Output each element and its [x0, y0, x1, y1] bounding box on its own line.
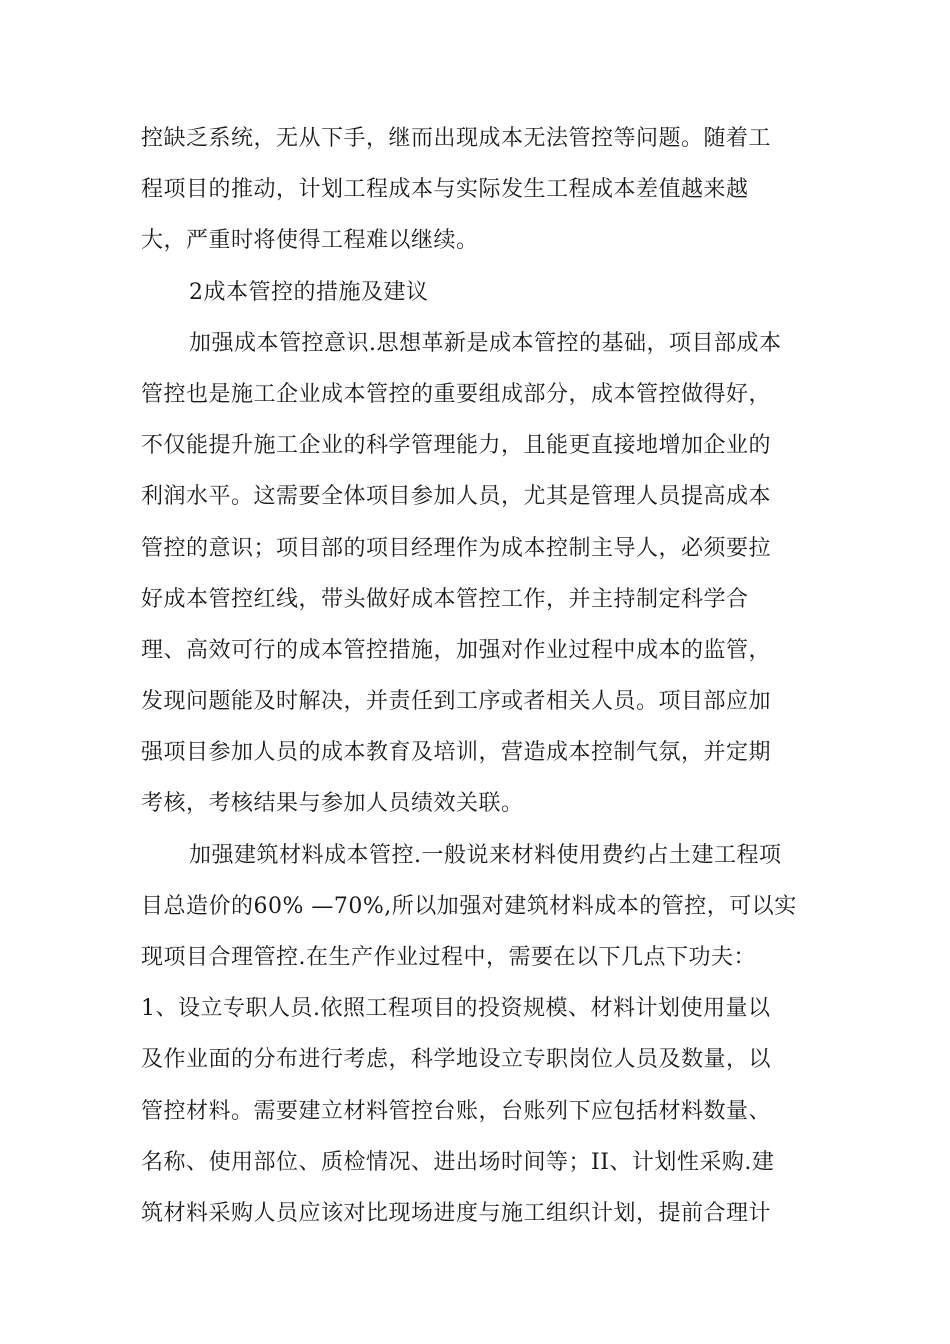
- text-line-14: 考核，考核结果与参加人员绩效关联。: [141, 791, 524, 817]
- text-line-11: 理、高效可行的成本管控措施，加强对作业过程中成本的监管，: [141, 637, 772, 663]
- document-body: [141, 113, 821, 1239]
- text-line-13: 强项目参加人员的成本教育及培训，营造成本控制气氛，并定期: [141, 740, 772, 766]
- text-line-17: 现项目合理管控.在生产作业过程中，需要在以下几点下功夫：: [141, 945, 756, 970]
- text-line-5: 加强成本管控意识.思想革新是成本管控的基础，项目部成本: [189, 330, 782, 356]
- text-line-1: 控缺乏系统，无从下手，继而出现成本无法管控等问题。随着工: [141, 126, 772, 151]
- text-line-16: 目总造价的60% —70%,所以加强对建筑材料成本的管控，可以实: [141, 893, 797, 919]
- text-line-7: 不仅能提升施工企业的科学管理能力，且能更直接地增加企业的: [141, 433, 772, 459]
- text-line-9: 管控的意识；项目部的项目经理作为成本控制主导人，必须要拉: [141, 535, 772, 561]
- text-line-18: 1、设立专职人员.依照工程项目的投资规模、材料计划使用量以: [141, 996, 771, 1022]
- text-line-21: 名称、使用部位、质检情况、进出场时间等；II、计划性采购.建: [141, 1149, 775, 1175]
- text-line-19: 及作业面的分布进行考虑，科学地设立专职岗位人员及数量，以: [141, 1047, 772, 1073]
- text-line-8: 利润水平。这需要全体项目参加人员，尤其是管理人员提高成本: [141, 484, 772, 510]
- section-heading: 2成本管控的措施及建议: [189, 279, 429, 305]
- text-line-12: 发现问题能及时解决，并责任到工序或者相关人员。项目部应加: [141, 689, 772, 715]
- text-line-2: 程项目的推动，计划工程成本与实际发生工程成本差值越来越: [141, 177, 749, 203]
- text-line-15: 加强建筑材料成本管控.一般说来材料使用费约占土建工程项: [189, 842, 782, 868]
- text-line-22: 筑材料采购人员应该对比现场进度与施工组织计划，提前合理计: [141, 1200, 772, 1226]
- text-line-6: 管控也是施工企业成本管控的重要组成部分，成本管控做得好，: [141, 381, 772, 407]
- text-line-20: 管控材料。需要建立材料管控台账，台账列下应包括材料数量、: [141, 1098, 772, 1124]
- text-line-3: 大，严重时将使得工程难以继续。: [141, 228, 479, 254]
- text-line-10: 好成本管控红线，带头做好成本管控工作，并主持制定科学合: [141, 586, 749, 612]
